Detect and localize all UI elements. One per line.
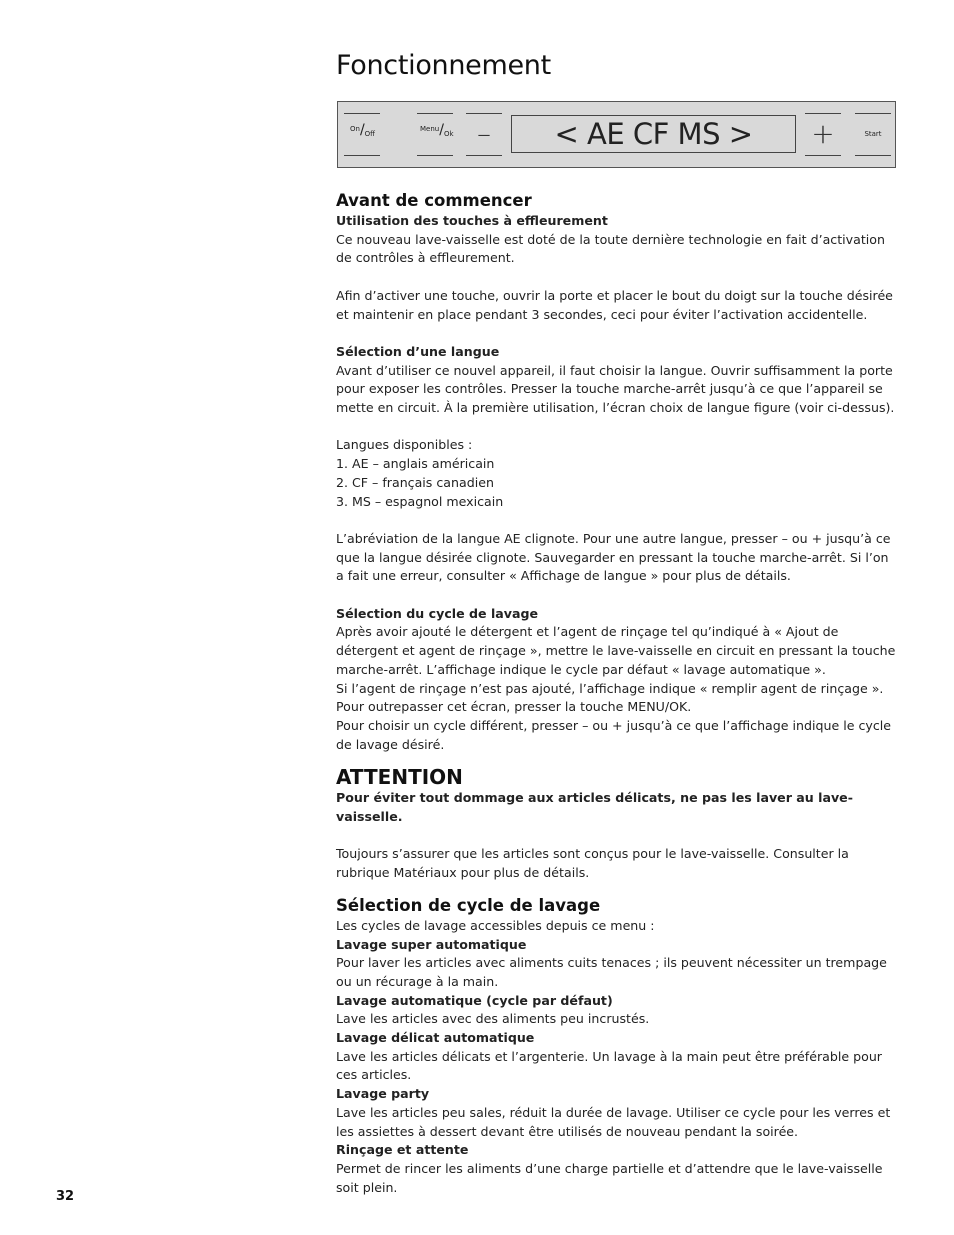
minus-key bbox=[466, 113, 502, 156]
plus-icon: + bbox=[811, 117, 835, 150]
on-label: On bbox=[350, 125, 360, 133]
cycle-description: Lave les articles délicats et l’argenterie. Un lavage à la main peut être préférable pour ces articles. bbox=[336, 1048, 882, 1083]
languages-label: Langues disponibles : bbox=[336, 437, 473, 453]
paragraph: Avant d’utiliser ce nouvel appareil, il faut choisir la langue. Ouvrir suffisamment la porte pour exposer les contrôles. Presser la touche marche-arrêt jusqu’à ce que l’appareil se mette en circuit. À la première utilisation, l’écran choix de langue figure (voir ci-dessus). bbox=[336, 362, 895, 415]
language-display: < AE CF MS > bbox=[511, 115, 796, 153]
plus-key bbox=[805, 113, 841, 156]
cycle-name: Lavage automatique (cycle par défaut) bbox=[336, 992, 613, 1008]
attention-warning: Pour éviter tout dommage aux articles délicats, ne pas les laver au lave-vaisselle. bbox=[336, 790, 853, 825]
language-list-item: 2. CF – français canadien bbox=[336, 474, 494, 490]
cycle-description: Lave les articles peu sales, réduit la durée de lavage. Utiliser ce cycle pour les verres et les assiettes à dessert devant être utilisés de nouveau pendant la soirée. bbox=[336, 1104, 891, 1139]
cycle-description: Lave les articles avec des aliments peu incrustés. bbox=[336, 1011, 650, 1027]
cycle-name: Lavage super automatique bbox=[336, 936, 527, 952]
cycle-name: Lavage party bbox=[336, 1086, 430, 1102]
page-title: Fonctionnement bbox=[336, 50, 551, 81]
paragraph: Les cycles de lavage accessibles depuis ce menu : bbox=[336, 917, 655, 933]
on-off-key: On/Off bbox=[344, 113, 380, 156]
language-list-item: 1. AE – anglais américain bbox=[336, 456, 495, 472]
cycle-name: Lavage délicat automatique bbox=[336, 1030, 535, 1046]
subheading-langue: Sélection d’une langue bbox=[336, 343, 500, 359]
subheading-touches: Utilisation des touches à effleurement bbox=[336, 213, 608, 228]
paragraph: Si l’agent de rinçage n’est pas ajouté, l’affichage indique « remplir agent de rinçage ». Pour outrepasser cet écran, presser la touche MENU/OK. bbox=[336, 680, 884, 715]
paragraph: Pour choisir un cycle différent, presser – ou + jusqu’à ce que l’affichage indique le cycle de lavage désiré. bbox=[336, 717, 892, 752]
section-heading-selection: Sélection de cycle de lavage bbox=[336, 895, 601, 915]
paragraph: Afin d’activer une touche, ouvrir la porte et placer le bout du doigt sur la touche désirée et maintenir en place pendant 3 secondes, ceci pour éviter l’activation accidentelle. bbox=[336, 287, 893, 322]
menu-label: Menu bbox=[420, 125, 440, 133]
off-label: Off bbox=[364, 130, 376, 138]
ok-label: Ok bbox=[443, 130, 454, 138]
section-heading-avant: Avant de commencer bbox=[336, 191, 532, 210]
start-key bbox=[855, 113, 891, 156]
start-label: Start bbox=[864, 130, 882, 138]
minus-icon: – bbox=[477, 117, 491, 150]
main-content bbox=[336, 190, 898, 1197]
cycle-description: Permet de rincer les aliments d’une charge partielle et d’attendre que le lave-vaisselle soit plein. bbox=[336, 1160, 883, 1195]
language-list-item: 3. MS – espagnol mexicain bbox=[336, 493, 504, 509]
page-number: 32 bbox=[56, 1189, 75, 1204]
subheading-cycle: Sélection du cycle de lavage bbox=[336, 605, 539, 621]
paragraph: Ce nouveau lave-vaisselle est doté de la toute dernière technologie en fait d’activation de contrôles à effleurement. bbox=[336, 231, 885, 266]
paragraph: Toujours s’assurer que les articles sont conçus pour le lave-vaisselle. Consulter la rubrique Matériaux pour plus de détails. bbox=[336, 846, 849, 881]
cycle-name: Rinçage et attente bbox=[336, 1142, 469, 1158]
paragraph: Après avoir ajouté le détergent et l’agent de rinçage tel qu’indiqué à « Ajout de détergent et agent de rinçage », mettre le lave-vaisselle en circuit en pressant la touche marche-arrêt. L’affichage indique le cycle par défaut « lavage automatique ». bbox=[336, 624, 896, 677]
cycle-description: Pour laver les articles avec aliments cuits tenaces ; ils peuvent nécessiter un trempage ou un récurage à la main. bbox=[336, 955, 887, 989]
control-panel-illustration bbox=[337, 101, 896, 168]
menu-ok-key: Menu/Ok bbox=[417, 113, 453, 156]
attention-heading: ATTENTION bbox=[336, 765, 463, 790]
paragraph: L’abréviation de la langue AE clignote. Pour une autre langue, presser – ou + jusqu’à ce que la langue désirée clignote. Sauvegarder en pressant la touche marche-arrêt. Si l’on a fait une erreur, consulter « Affichage de langue » pour plus de détails. bbox=[336, 530, 891, 584]
